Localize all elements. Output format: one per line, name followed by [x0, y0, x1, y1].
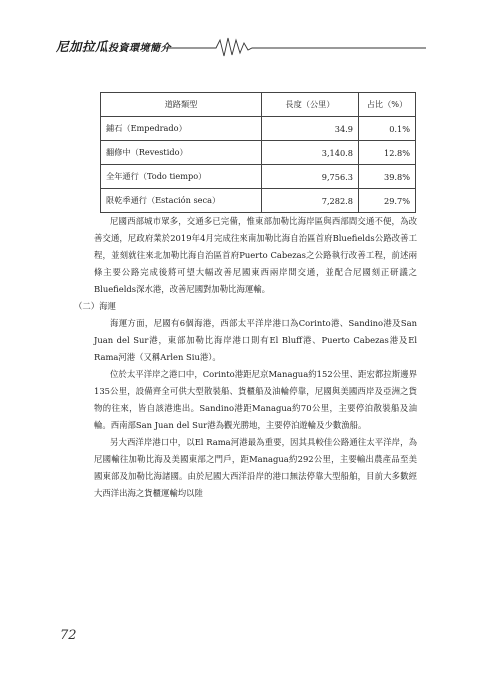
header-wave-line	[164, 34, 426, 60]
road-types-table	[100, 92, 416, 213]
cell-road-type: 全年通行（Todo tiempo）	[101, 165, 262, 189]
cell-length: 3,140.8	[262, 141, 359, 165]
cell-share: 39.8%	[359, 165, 416, 189]
table-header-row	[101, 93, 416, 117]
paragraph-pacific-ports: 位於太平洋岸之港口中，Corinto港距尼京Managua約152公里、距宏都拉斯邊界135公里，設備齊全可供大型散裝船、貨櫃船及油輪停靠，尼國與美國西岸及亞洲之貨物的往來，皆自該港進出。Sandino港距Managua約70公里，主要停泊散裝船及油輪。西南部San Juan del Sur港為觀光勝地，主要停泊遊輪及少數漁船。	[94, 369, 417, 430]
body-text	[74, 213, 417, 502]
page-header	[56, 34, 426, 60]
paragraph-road-improvement: 尼國西部城市眾多，交通多已完備，惟東部加勒比海岸區與西部間交通不便，為改善交通，尼政府業於2019年4月完成往來南加勒比海自治區首府Bluefields公路改善工程，並刻就往來北加勒比海自治區首府Puerto Cabezas之公路執行改善工程，前述兩條主要公路完成後將可望大幅改善尼國東西兩岸間交通，並配合尼國刻正研議之Bluefields深水港，改善尼國對加勒比海運輸。	[94, 216, 417, 294]
cell-length: 34.9	[262, 117, 359, 141]
paragraph-seaports-overview: 海運方面，尼國有6個海港，西部太平洋岸港口為Corinto港、Sandino港及San Juan del Sur港，東部加勒比海岸港口則有El Bluff港、Puerto Cabezas港及El Rama河港（又稱Arlen Siu港）。	[94, 318, 417, 362]
column-header-length: 長度（公里）	[262, 93, 359, 117]
header-title-sub: 投資環境簡介	[108, 43, 172, 54]
paragraph-atlantic-ports: 另大西洋岸港口中，以El Rama河港最為重要，因其具較佳公路通往太平洋岸，為尼國輸往加勒比海及美國東部之門戶，距Managua約292公里，主要輸出農產品至美國東部及加勒比海諸國。由於尼國大西洋沿岸的港口無法停靠大型船舶，目前大多數經大西洋出海之貨櫃運輸均以陸	[94, 437, 417, 498]
cell-share: 12.8%	[359, 141, 416, 165]
cell-share: 29.7%	[359, 189, 416, 213]
table-row	[101, 189, 416, 213]
table-row	[101, 141, 416, 165]
column-header-road-type: 道路類型	[101, 93, 262, 117]
cell-road-type: 限乾季通行（Estación seca）	[101, 189, 262, 213]
header-title-main: 尼加拉瓜	[56, 39, 109, 54]
cell-road-type: 翻修中（Revestido）	[101, 141, 262, 165]
table-row	[101, 117, 416, 141]
header-title	[56, 37, 171, 55]
cell-length: 9,756.3	[262, 165, 359, 189]
section-heading-sea-transport: （二）海運	[74, 301, 116, 311]
cell-road-type: 鋪石（Empedrado）	[101, 117, 262, 141]
page-number: 72	[60, 628, 77, 643]
column-header-share: 占比（%）	[359, 93, 416, 117]
cell-share: 0.1%	[359, 117, 416, 141]
cell-length: 7,282.8	[262, 189, 359, 213]
table-row	[101, 165, 416, 189]
